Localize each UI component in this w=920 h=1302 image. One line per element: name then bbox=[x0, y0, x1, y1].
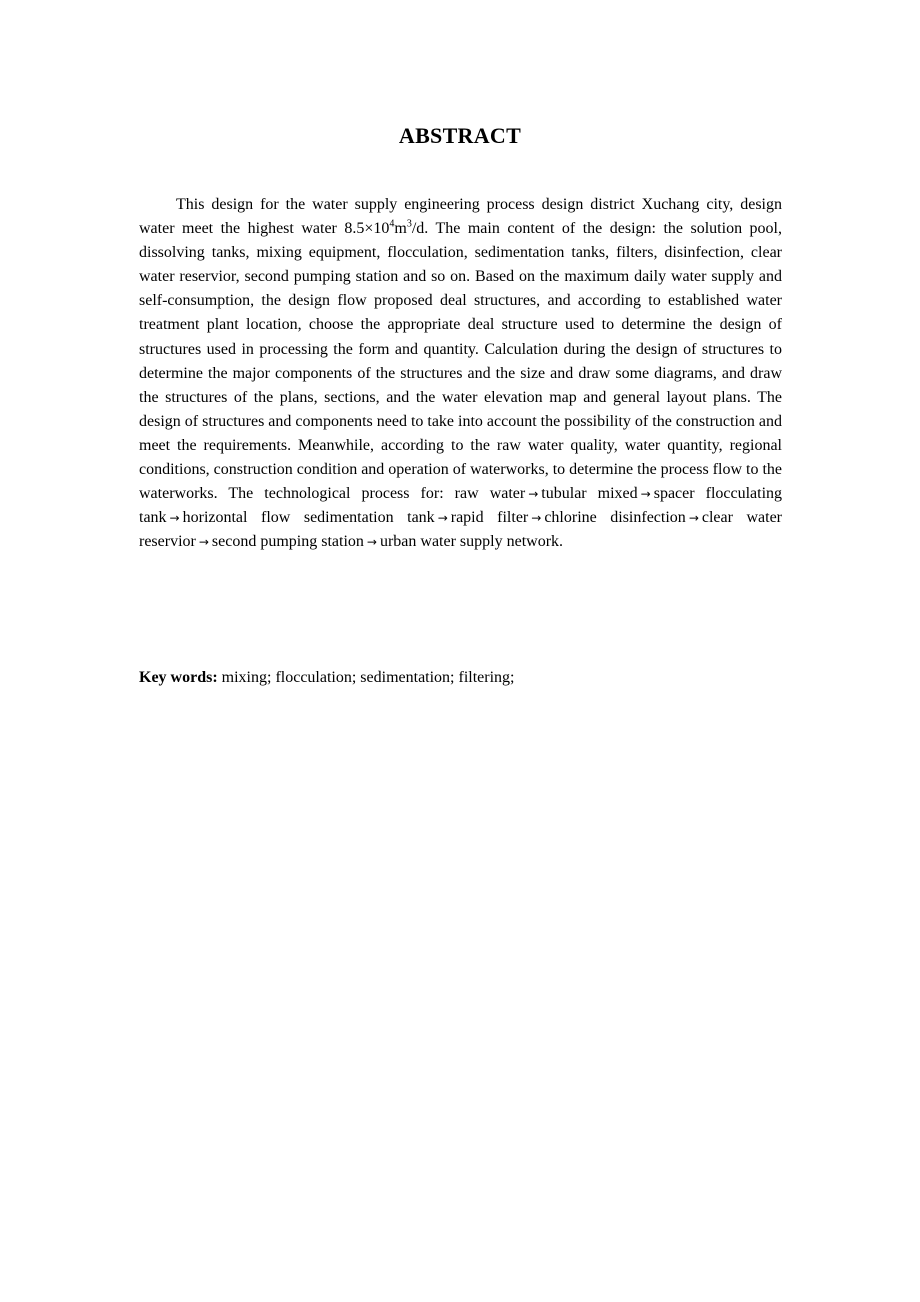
process-step: tubular mixed bbox=[541, 485, 638, 503]
process-step: raw water bbox=[454, 485, 526, 503]
abstract-intro-text: This design for the water supply engineering process design district Xuchang city, design water meet the highest water 8.5×10 bbox=[139, 196, 782, 238]
process-step: horizontal flow sedimentation tank bbox=[182, 509, 435, 527]
process-step: second pumping station bbox=[211, 533, 364, 551]
exponent-4: 4 bbox=[389, 218, 395, 230]
abstract-main-text: /d. The main content of the design: the solution pool, dissolving tanks, mixing equipment, flocculation, sedimentation tanks, filters, disinfection, clear water reservior, second pumping station and so on. Based on the maximum daily water supply and self-consumption, the design flow proposed deal structures, and according to established water treatment plant location, choose the appropriate deal structure used to determine the design of structures used in processing the form and quantity. Calculation during the design of structures to determine the major components of the structures and the size and draw some diagrams, and draw the structures of the plans, sections, and the water elevation map and general layout plans. The design of structures and components need to take into account the possibility of the construction and meet the requirements. Meanwhile, according to the raw water quality, water quantity, regional conditions, construction condition and operation of waterworks, to determine the process flow to the waterworks. The technological process for: bbox=[139, 220, 782, 503]
keywords-text: mixing; flocculation; sedimentation; filtering; bbox=[217, 669, 515, 686]
arrow-right-icon: → bbox=[531, 511, 542, 526]
arrow-right-icon: → bbox=[366, 535, 377, 550]
unit-m: m bbox=[394, 220, 407, 238]
process-step: clear water reservior bbox=[139, 509, 783, 551]
arrow-right-icon: → bbox=[437, 511, 448, 526]
page-title: ABSTRACT bbox=[398, 123, 522, 148]
process-step: rapid filter bbox=[450, 509, 529, 527]
process-step: urban water supply network. bbox=[379, 533, 564, 551]
arrow-right-icon: → bbox=[688, 511, 699, 526]
process-step: spacer flocculating tank bbox=[139, 485, 783, 527]
arrow-right-icon: → bbox=[169, 511, 180, 526]
arrow-right-icon: → bbox=[528, 487, 539, 502]
keywords-label: Key words: bbox=[139, 669, 218, 686]
arrow-right-icon: → bbox=[640, 487, 651, 502]
process-step: chlorine disinfection bbox=[544, 509, 686, 527]
keywords-line bbox=[139, 666, 782, 690]
exponent-3: 3 bbox=[406, 218, 412, 230]
abstract-paragraph bbox=[139, 193, 782, 554]
arrow-right-icon: → bbox=[198, 535, 209, 550]
